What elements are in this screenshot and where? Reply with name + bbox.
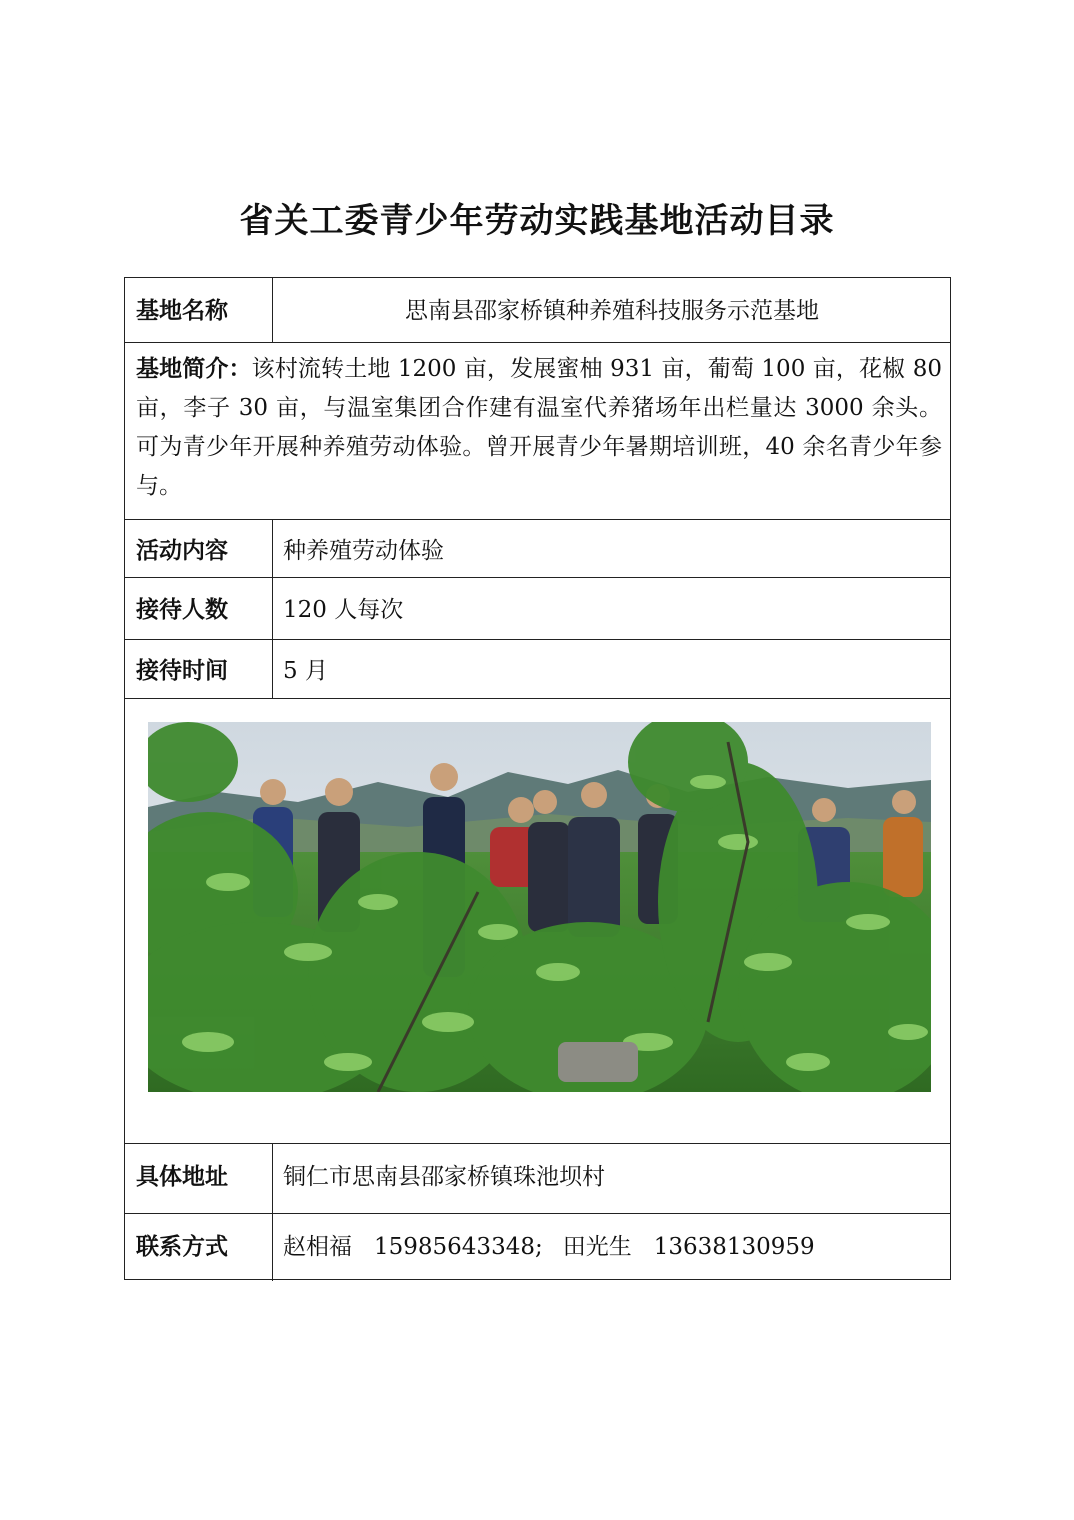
contact-person-1: 赵相福 (283, 1234, 352, 1260)
address-value: 铜仁市思南县邵家桥镇珠池坝村 (283, 1164, 605, 1190)
row-divider (125, 519, 950, 520)
column-divider (272, 1143, 273, 1281)
activity-label: 活动内容 (136, 538, 228, 564)
row-divider (125, 1143, 950, 1144)
row-divider (125, 342, 950, 343)
capacity-label: 接待人数 (136, 597, 228, 623)
activity-value: 种养殖劳动体验 (283, 538, 444, 564)
time-value: 5 月 (283, 658, 328, 684)
base-intro-label: 基地简介： (136, 356, 252, 382)
capacity-value: 120 人每次 (283, 597, 404, 623)
time-label: 接待时间 (136, 658, 228, 684)
base-intro-text: 该村流转土地 1200 亩，发展蜜柚 931 亩，葡萄 100 亩，花椒 80 亩，李子 30 亩，与温室集团合作建有温室代养猪场年出栏量达 3000 余头。可为青少年开展种养殖劳动体验。曾开展青少年暑期培训班，40 余名青少年参与。 (136, 356, 943, 499)
column-divider (272, 519, 273, 698)
row-divider (125, 639, 950, 640)
contact-person-2: 田光生 (562, 1234, 632, 1260)
page-title: 省关工委青少年劳动实践基地活动目录 (239, 201, 835, 241)
info-table (124, 277, 951, 1280)
row-divider (125, 577, 950, 578)
base-intro (136, 350, 942, 506)
contact-phone-1: 15985643348; (374, 1234, 543, 1260)
orchard-photo (148, 722, 931, 1092)
contact-label: 联系方式 (136, 1234, 228, 1260)
address-label: 具体地址 (136, 1164, 228, 1190)
base-name-value: 思南县邵家桥镇种养殖科技服务示范基地 (405, 298, 819, 324)
contact-phone-2: 13638130959 (653, 1234, 815, 1260)
base-name-label: 基地名称 (136, 298, 228, 324)
row-divider (125, 1213, 950, 1214)
contact-value (283, 1232, 815, 1262)
row-divider (125, 698, 950, 699)
